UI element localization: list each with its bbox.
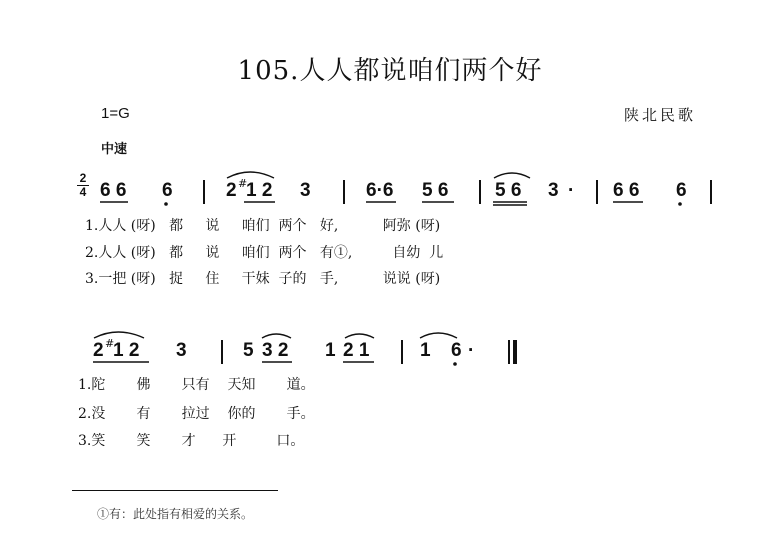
lyric-line: 2.没 有 拉过 你的 手。	[78, 406, 315, 422]
note-group: 6 6	[613, 180, 640, 201]
note: 3	[176, 340, 187, 361]
time-signature-top: 2	[79, 171, 87, 185]
footnote-divider	[72, 490, 278, 491]
song-origin: 陕北民歌	[624, 106, 697, 124]
note: 1	[420, 340, 431, 361]
lyric-line: 3.笑 笑 才 开 口。	[78, 433, 305, 449]
note-group: 1 2	[113, 340, 140, 361]
final-bar-thick	[513, 340, 517, 364]
low-octave-dot	[453, 362, 457, 366]
key-signature: 1=G	[101, 105, 130, 122]
note-group: 1 2	[246, 180, 273, 201]
note: 6	[451, 340, 462, 361]
bar-line	[221, 340, 223, 364]
note: 2	[93, 340, 104, 361]
note-group: 6·6	[366, 180, 394, 201]
slur	[420, 333, 457, 338]
note-group: 3 2	[262, 340, 289, 361]
slur	[262, 334, 291, 338]
dot: ·	[568, 180, 575, 201]
note: 1	[325, 340, 336, 361]
tempo-marking: 中速	[101, 142, 128, 157]
slur	[227, 172, 274, 178]
note: 6	[676, 180, 687, 201]
slur	[345, 334, 374, 338]
note: 3	[548, 180, 559, 201]
note: 2	[226, 180, 237, 201]
low-octave-dot	[164, 202, 168, 206]
lyric-line: 3.一把 (呀) 捉 住 干妹 子的 手, 说说 (呀)	[85, 271, 441, 287]
note-group: 5 6	[495, 180, 522, 201]
note-group: 5 6	[422, 180, 449, 201]
lyric-line: 2.人人 (呀) 都 说 咱们 两个 有①, 自幼 儿	[85, 245, 444, 261]
dot: ·	[468, 340, 475, 361]
note: 5	[243, 340, 254, 361]
footnote: ①有：此处指有相爱的关系。	[97, 507, 254, 521]
final-bar-thin	[508, 340, 510, 364]
note: 3	[300, 180, 311, 201]
note: 6	[162, 180, 173, 201]
lyric-line: 1.陀 佛 只有 天知 道。	[78, 377, 315, 393]
low-octave-dot	[678, 202, 682, 206]
slur	[494, 173, 530, 178]
lyric-line: 1.人人 (呀) 都 说 咱们 两个 好, 阿弥 (呀)	[85, 218, 441, 234]
sharp-icon: #	[105, 337, 115, 350]
time-signature-bottom: 4	[79, 185, 87, 199]
song-title: 105.人人都说咱们两个好	[237, 56, 543, 86]
note-group: 6 6	[100, 180, 127, 201]
slur	[94, 332, 144, 338]
bar-line	[401, 340, 403, 364]
sharp-icon: #	[238, 177, 248, 190]
note-group: 2 1	[343, 340, 370, 361]
